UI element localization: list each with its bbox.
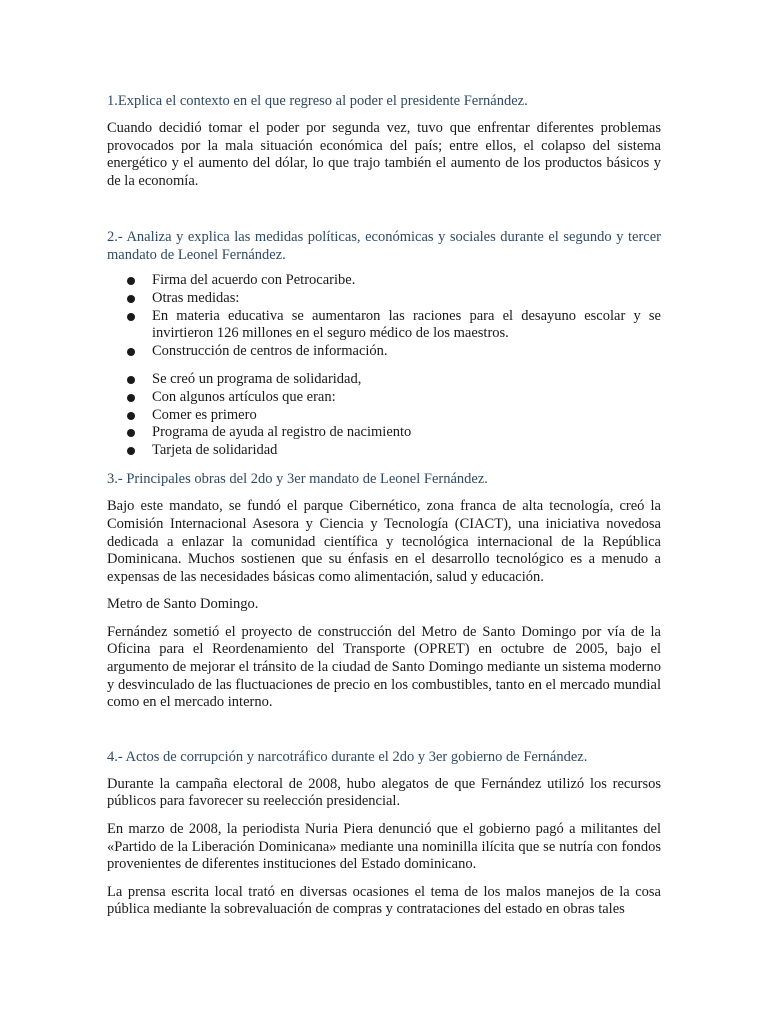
- question-4: 4.- Actos de corrupción y narcotráfico durante el 2do y 3er gobierno de Fernández.: [107, 748, 588, 765]
- bullet-icon: [127, 348, 135, 356]
- list-item: Tarjeta de solidaridad: [107, 442, 661, 460]
- answer-4-paragraph-3: La prensa escrita local trató en diversas ocasiones el tema de los malos manejos de la cosa pública mediante la sobrevaluación de compras y contrataciones del estado en obras tales: [107, 883, 661, 918]
- measures-list-b: [107, 371, 661, 459]
- bullet-icon: [127, 447, 135, 455]
- answer-4-paragraph-1: Durante la campaña electoral de 2008, hubo alegatos de que Fernández utilizó los recursos públicos para favorecer su reelección presidencial.: [107, 775, 661, 810]
- bullet-icon: [127, 277, 135, 285]
- list-item: En materia educativa se aumentaron las raciones para el desayuno escolar y se invirtieron 126 millones en el seguro médico de los maestros.: [107, 308, 661, 343]
- answer-3-paragraph-1: Bajo este mandato, se fundó el parque Cibernético, zona franca de alta tecnología, creó la Comisión Internacional Asesora y Ciencia y Tecnología (CIACT), una iniciativa novedosa dedicada a enlazar la comunidad científica y tecnológica internacional de la República Dominicana. Muchos sostienen que su énfasis en el desarrollo tecnológico es a menudo a expensas de las necesidades básicas como alimentación, salud y educación.: [107, 498, 661, 585]
- answer-3-paragraph-3: Fernández sometió el proyecto de construcción del Metro de Santo Domingo por vía de la Oficina para el Reordenamiento del Transporte (OPRET) en octubre de 2005, bajo el argumento de mejorar el tránsito de la ciudad de Santo Domingo mediante un sistema moderno y desvinculado de las fluctuaciones de precio en los combustibles, tanto en el mercado mundial como en el mercado interno.: [107, 623, 661, 711]
- list-item: Programa de ayuda al registro de nacimiento: [107, 424, 661, 442]
- bullet-icon: [127, 376, 135, 384]
- bullet-icon: [127, 394, 135, 402]
- measures-list-a: [107, 272, 661, 360]
- answer-4-paragraph-2: En marzo de 2008, la periodista Nuria Piera denunció que el gobierno pagó a militantes del «Partido de la Liberación Dominicana» mediante una nominilla ilícita que se nutría con fondos provenientes de diferentes instituciones del Estado dominicano.: [107, 821, 661, 873]
- question-3: 3.- Principales obras del 2do y 3er mandato de Leonel Fernández.: [107, 471, 488, 488]
- bullet-icon: [127, 429, 135, 437]
- bullet-icon: [127, 295, 135, 303]
- document-page: [107, 92, 661, 919]
- list-item: Con algunos artículos que eran:: [107, 389, 661, 407]
- bullet-icon: [127, 313, 135, 321]
- question-2: 2.- Analiza y explica las medidas políticas, económicas y sociales durante el segundo y tercer mandato de Leonel Fernández.: [107, 229, 661, 264]
- answer-3-paragraph-2: Metro de Santo Domingo.: [107, 596, 259, 613]
- answer-1: Cuando decidió tomar el poder por segunda vez, tuvo que enfrentar diferentes problemas provocados por la mala situación económica del país; entre ellos, el colapso del sistema energético y el aumento del dólar, lo que trajo también el aumento de los productos básicos y de la economía.: [107, 120, 661, 189]
- list-item: Se creó un programa de solidaridad,: [107, 371, 661, 389]
- list-item: Firma del acuerdo con Petrocaribe.: [107, 272, 661, 290]
- question-1: 1.Explica el contexto en el que regreso al poder el presidente Fernández.: [107, 93, 528, 109]
- list-item: Otras medidas:: [107, 290, 661, 308]
- list-item: Comer es primero: [107, 407, 661, 425]
- bullet-icon: [127, 412, 135, 420]
- list-item: Construcción de centros de información.: [107, 343, 661, 361]
